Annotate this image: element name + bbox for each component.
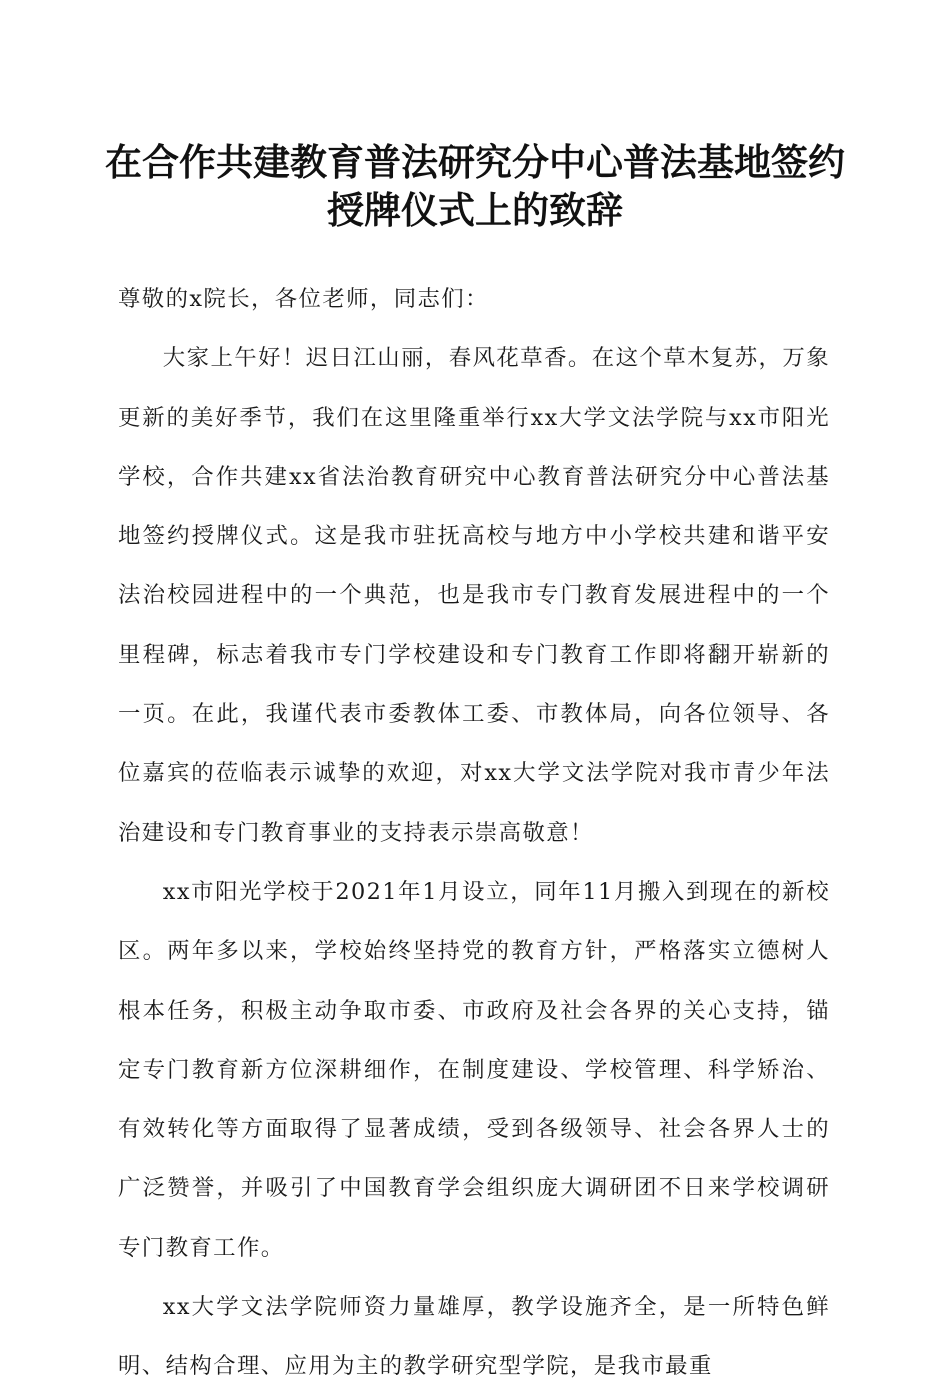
paragraph-2: xx市阳光学校于2021年1月设立，同年11月搬入到现在的新校区。两年多以来，学校始终坚持党的教育方针，严格落实立德树人根本任务，积极主动争取市委、市政府及社会各界的关心支持，锚定专门教育新方位深耕细作，在制度建设、学校管理、科学矫治、有效转化等方面取得了显著成绩，受到各级领导、社会各界人士的广泛赞誉，并吸引了中国教育学会组织庞大调研团不日来学校调研专门教育工作。 xyxy=(118,878,830,1261)
salutation: 尊敬的x院长，各位老师，同志们： xyxy=(118,286,489,312)
title-line-2: 授牌仪式上的致辞 xyxy=(327,188,623,232)
paragraph-1: 大家上午好！迟日江山丽，春风花草香。在这个草木复苏，万象更新的美好季节，我们在这里隆重举行xx大学文法学院与xx市阳光学校，合作共建xx省法治教育研究中心教育普法研究分中心普法基地签约授牌仪式。这是我市驻抚高校与地方中小学校共建和谐平安法治校园进程中的一个典范，也是我市专门教育发展进程中的一个里程碑，标志着我市专门学校建设和专门教育工作即将翻开崭新的一页。在此，我谨代表市委教体工委、市教体局，向各位领导、各位嘉宾的莅临表示诚挚的欢迎，对xx大学文法学院对我市青少年法治建设和专门教育事业的支持表示崇高敬意！ xyxy=(118,345,830,846)
document-title xyxy=(0,138,950,234)
document-body xyxy=(118,270,830,1397)
title-line-1: 在合作共建教育普法研究分中心普法基地签约 xyxy=(105,140,845,184)
paragraph-3: xx大学文法学院师资力量雄厚，教学设施齐全，是一所特色鲜明、结构合理、应用为主的教学研究型学院，是我市最重 xyxy=(118,1294,830,1380)
